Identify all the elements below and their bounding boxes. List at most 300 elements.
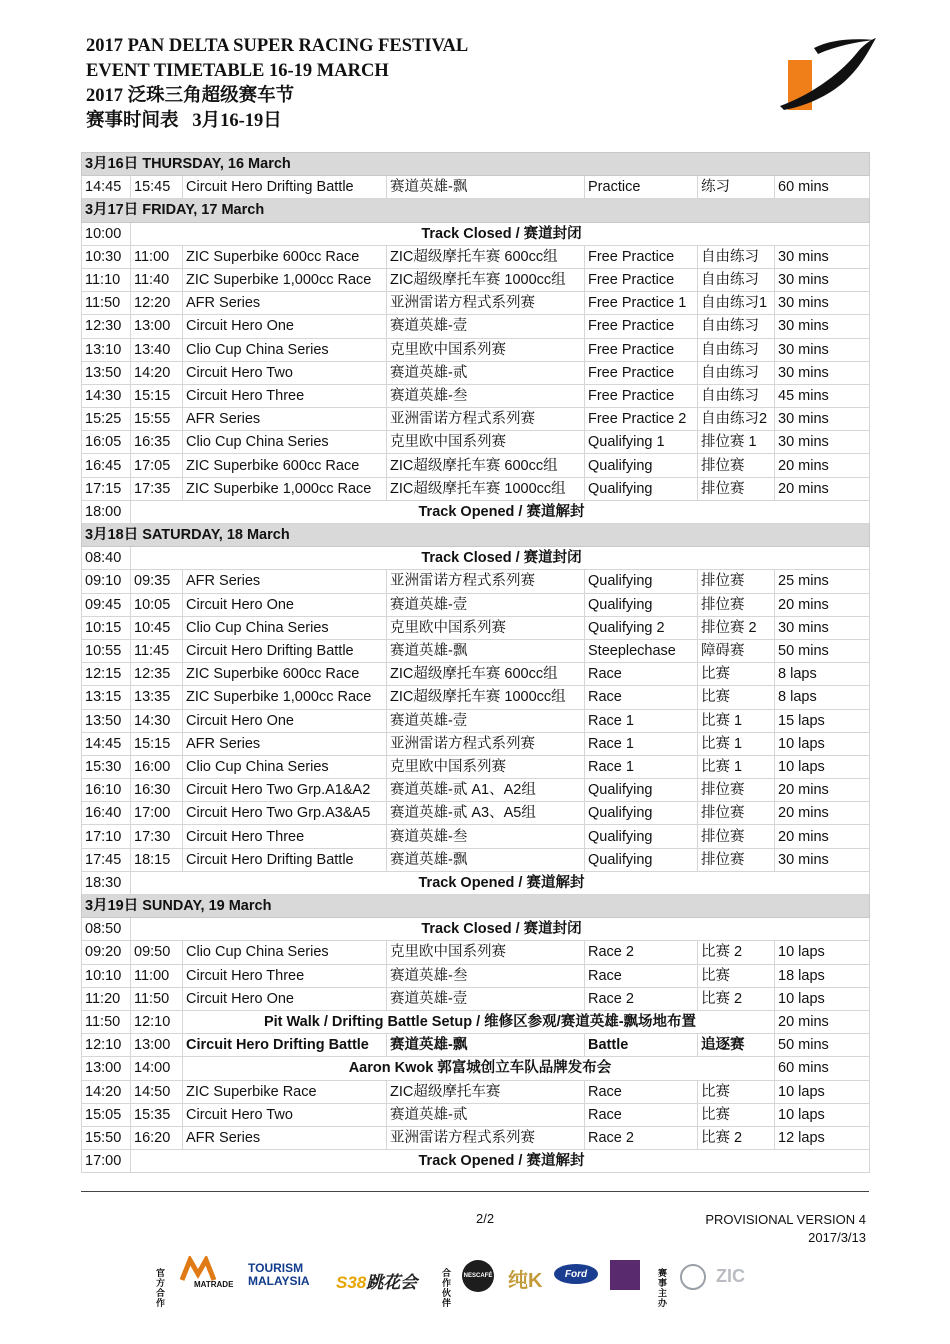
title-en-line2: EVENT TIMETABLE 16-19 MARCH — [86, 61, 389, 81]
schedule-note: Track Closed / 赛道封闭 — [131, 547, 870, 570]
session-cn: 自由练习 — [698, 361, 775, 384]
event-name-cn: 亚洲雷诺方程式系列赛 — [387, 408, 585, 431]
session-cn: 比赛 — [698, 663, 775, 686]
session-en: Practice — [585, 176, 698, 199]
end-time: 13:00 — [131, 315, 183, 338]
start-time: 09:10 — [82, 570, 131, 593]
session-en: Race 1 — [585, 732, 698, 755]
session-en: Race 1 — [585, 755, 698, 778]
end-time: 16:35 — [131, 431, 183, 454]
start-time: 13:15 — [82, 686, 131, 709]
duration: 10 laps — [775, 987, 870, 1010]
schedule-row — [82, 338, 870, 361]
event-name-en: Circuit Hero One — [183, 315, 387, 338]
event-name-en: AFR Series — [183, 1126, 387, 1149]
duration: 30 mins — [775, 245, 870, 268]
session-en: Qualifying — [585, 802, 698, 825]
session-en: Free Practice — [585, 338, 698, 361]
end-time: 11:50 — [131, 987, 183, 1010]
duration: 25 mins — [775, 570, 870, 593]
end-time: 10:45 — [131, 616, 183, 639]
schedule-row — [82, 547, 870, 570]
end-time: 10:05 — [131, 593, 183, 616]
event-name-cn: 赛道英雄-飘 — [387, 639, 585, 662]
day-header-row — [82, 895, 870, 918]
session-en: Free Practice — [585, 315, 698, 338]
schedule-row — [82, 686, 870, 709]
session-cn: 自由练习 — [698, 245, 775, 268]
end-time: 15:45 — [131, 176, 183, 199]
purple-brand-logo — [610, 1260, 640, 1290]
session-cn: 比赛 2 — [698, 987, 775, 1010]
s38-text: S38 — [336, 1273, 367, 1292]
session-cn: 排位赛 — [698, 779, 775, 802]
event-name-cn: 亚洲雷诺方程式系列赛 — [387, 292, 585, 315]
duration: 12 laps — [775, 1126, 870, 1149]
end-time: 16:20 — [131, 1126, 183, 1149]
event-name-en: Circuit Hero One — [183, 709, 387, 732]
end-time: 17:00 — [131, 802, 183, 825]
end-time: 17:35 — [131, 477, 183, 500]
schedule-row — [82, 941, 870, 964]
event-name-en: ZIC Superbike 600cc Race — [183, 454, 387, 477]
session-cn: 自由练习 — [698, 268, 775, 291]
schedule-row — [82, 639, 870, 662]
session-en: Battle — [585, 1034, 698, 1057]
schedule-row — [82, 315, 870, 338]
end-time: 17:30 — [131, 825, 183, 848]
start-time: 13:50 — [82, 709, 131, 732]
start-time: 10:10 — [82, 964, 131, 987]
duration: 20 mins — [775, 593, 870, 616]
duration: 20 mins — [775, 454, 870, 477]
day-header-row — [82, 153, 870, 176]
schedule-row — [82, 732, 870, 755]
duration: 20 mins — [775, 477, 870, 500]
sponsor-strip — [150, 1254, 810, 1308]
schedule-row — [82, 593, 870, 616]
session-cn: 自由练习 — [698, 384, 775, 407]
event-name-en: ZIC Superbike Race — [183, 1080, 387, 1103]
start-time: 14:45 — [82, 732, 131, 755]
event-name-en: Circuit Hero Three — [183, 384, 387, 407]
event-name-en: Circuit Hero Drifting Battle — [183, 639, 387, 662]
schedule-row — [82, 871, 870, 894]
version-label: PROVISIONAL VERSION 4 — [705, 1212, 866, 1227]
schedule-row — [82, 918, 870, 941]
session-en: Free Practice — [585, 245, 698, 268]
start-time: 09:20 — [82, 941, 131, 964]
session-cn: 比赛 2 — [698, 1126, 775, 1149]
session-en: Free Practice — [585, 268, 698, 291]
start-time: 16:10 — [82, 779, 131, 802]
duration: 30 mins — [775, 431, 870, 454]
session-cn: 比赛 — [698, 686, 775, 709]
start-time: 11:10 — [82, 268, 131, 291]
session-cn: 排位赛 — [698, 593, 775, 616]
event-name-cn: 克里欧中国系列赛 — [387, 755, 585, 778]
event-name-cn: 克里欧中国系列赛 — [387, 431, 585, 454]
session-cn: 比赛 2 — [698, 941, 775, 964]
duration: 10 laps — [775, 1080, 870, 1103]
duration: 30 mins — [775, 848, 870, 871]
schedule-row — [82, 292, 870, 315]
event-name-en: Clio Cup China Series — [183, 941, 387, 964]
event-name-cn: ZIC超级摩托车赛 — [387, 1080, 585, 1103]
end-time: 11:40 — [131, 268, 183, 291]
tourism-malaysia-logo: TOURISM MALAYSIA — [248, 1261, 310, 1288]
end-time: 12:10 — [131, 1010, 183, 1033]
event-name-en: Circuit Hero Two — [183, 1103, 387, 1126]
session-cn: 排位赛 — [698, 848, 775, 871]
chun-k-logo: 纯K — [508, 1270, 543, 1292]
matrade-logo: MATRADE — [180, 1256, 240, 1296]
version-date: 2017/3/13 — [808, 1230, 866, 1245]
duration: 30 mins — [775, 361, 870, 384]
duration: 30 mins — [775, 408, 870, 431]
schedule-row — [82, 176, 870, 199]
end-time: 18:15 — [131, 848, 183, 871]
schedule-row — [82, 848, 870, 871]
cooperation-partner-label: 合作伙伴 — [442, 1268, 452, 1308]
duration: 8 laps — [775, 663, 870, 686]
session-cn: 比赛 1 — [698, 732, 775, 755]
start-time: 11:50 — [82, 292, 131, 315]
duration: 50 mins — [775, 1034, 870, 1057]
session-en: Qualifying 1 — [585, 431, 698, 454]
event-name-en: Circuit Hero Three — [183, 825, 387, 848]
schedule-row — [82, 616, 870, 639]
duration: 30 mins — [775, 315, 870, 338]
session-en: Race 2 — [585, 1126, 698, 1149]
event-name-en: Circuit Hero Two Grp.A1&A2 — [183, 779, 387, 802]
event-name-en: ZIC Superbike 600cc Race — [183, 663, 387, 686]
schedule-row — [82, 1010, 870, 1033]
start-time: 18:30 — [82, 871, 131, 894]
end-time: 16:30 — [131, 779, 183, 802]
session-en: Qualifying — [585, 477, 698, 500]
day-title: 3月18日 SATURDAY, 18 March — [82, 524, 870, 547]
end-time: 11:00 — [131, 245, 183, 268]
session-en: Race 2 — [585, 941, 698, 964]
start-time: 17:15 — [82, 477, 131, 500]
duration: 50 mins — [775, 639, 870, 662]
official-partner-label: 官方合作 — [156, 1268, 166, 1308]
event-name-en: Circuit Hero Three — [183, 964, 387, 987]
start-time: 08:50 — [82, 918, 131, 941]
end-time: 09:50 — [131, 941, 183, 964]
day-header-row — [82, 199, 870, 222]
start-time: 18:00 — [82, 500, 131, 523]
start-time: 13:10 — [82, 338, 131, 361]
session-en: Free Practice — [585, 361, 698, 384]
event-name-en: Clio Cup China Series — [183, 616, 387, 639]
event-name-cn: 赛道英雄-飘 — [387, 1034, 585, 1057]
page-number: 2/2 — [476, 1211, 495, 1226]
day-title: 3月16日 THURSDAY, 16 March — [82, 153, 870, 176]
event-name-en: AFR Series — [183, 292, 387, 315]
event-name-cn: 克里欧中国系列赛 — [387, 338, 585, 361]
session-en: Race — [585, 1103, 698, 1126]
start-time: 15:50 — [82, 1126, 131, 1149]
start-time: 08:40 — [82, 547, 131, 570]
session-cn: 障碍赛 — [698, 639, 775, 662]
session-en: Race 1 — [585, 709, 698, 732]
event-logo — [778, 36, 878, 112]
event-name-en: Circuit Hero Drifting Battle — [183, 848, 387, 871]
session-en: Qualifying — [585, 593, 698, 616]
start-time: 10:30 — [82, 245, 131, 268]
session-cn: 练习 — [698, 176, 775, 199]
end-time: 14:50 — [131, 1080, 183, 1103]
duration: 30 mins — [775, 268, 870, 291]
event-name-cn: 赛道英雄-飘 — [387, 176, 585, 199]
session-en: Qualifying — [585, 848, 698, 871]
end-time: 14:00 — [131, 1057, 183, 1080]
start-time: 14:45 — [82, 176, 131, 199]
start-time: 13:50 — [82, 361, 131, 384]
event-name-cn: ZIC超级摩托车赛 600cc组 — [387, 454, 585, 477]
day-header-row — [82, 524, 870, 547]
session-en: Race — [585, 686, 698, 709]
schedule-row — [82, 1150, 870, 1173]
schedule-row — [82, 1034, 870, 1057]
duration: 18 laps — [775, 964, 870, 987]
schedule-row — [82, 408, 870, 431]
duration: 30 mins — [775, 616, 870, 639]
session-cn: 排位赛 1 — [698, 431, 775, 454]
schedule-row — [82, 570, 870, 593]
event-name-cn: 克里欧中国系列赛 — [387, 616, 585, 639]
session-en: Race 2 — [585, 987, 698, 1010]
schedule-row — [82, 268, 870, 291]
session-cn: 排位赛 2 — [698, 616, 775, 639]
duration: 30 mins — [775, 338, 870, 361]
event-name-en: ZIC Superbike 1,000cc Race — [183, 477, 387, 500]
event-name-cn: 赛道英雄-叁 — [387, 384, 585, 407]
duration: 30 mins — [775, 292, 870, 315]
title-cn-line1: 2017 泛珠三角超级赛车节 — [86, 86, 295, 106]
event-name-cn: 赛道英雄-壹 — [387, 593, 585, 616]
schedule-row — [82, 709, 870, 732]
timetable — [81, 152, 870, 1173]
s38-cn-text: 跳花会 — [366, 1273, 418, 1292]
start-time: 16:40 — [82, 802, 131, 825]
event-name-cn: 亚洲雷诺方程式系列赛 — [387, 570, 585, 593]
event-name-cn: ZIC超级摩托车赛 600cc组 — [387, 245, 585, 268]
event-name-cn: 赛道英雄-飘 — [387, 848, 585, 871]
event-name-en: AFR Series — [183, 408, 387, 431]
event-name-en: Clio Cup China Series — [183, 431, 387, 454]
schedule-row — [82, 1103, 870, 1126]
event-name-en: ZIC Superbike 1,000cc Race — [183, 686, 387, 709]
event-name-en: ZIC Superbike 1,000cc Race — [183, 268, 387, 291]
session-cn: 自由练习2 — [698, 408, 775, 431]
event-name-en: Circuit Hero Drifting Battle — [183, 176, 387, 199]
schedule-row — [82, 663, 870, 686]
duration: 8 laps — [775, 686, 870, 709]
event-name-cn: 赛道英雄-贰 A1、A2组 — [387, 779, 585, 802]
event-name-cn: 赛道英雄-叁 — [387, 964, 585, 987]
event-name-en: Circuit Hero One — [183, 593, 387, 616]
session-cn: 比赛 1 — [698, 709, 775, 732]
session-en: Race — [585, 964, 698, 987]
event-name-en: Circuit Hero Two Grp.A3&A5 — [183, 802, 387, 825]
start-time: 10:15 — [82, 616, 131, 639]
start-time: 14:20 — [82, 1080, 131, 1103]
session-cn: 比赛 — [698, 964, 775, 987]
session-en: Qualifying — [585, 454, 698, 477]
session-cn: 自由练习 — [698, 315, 775, 338]
event-name-cn: ZIC超级摩托车赛 1000cc组 — [387, 686, 585, 709]
event-name-en: Clio Cup China Series — [183, 338, 387, 361]
end-time: 15:35 — [131, 1103, 183, 1126]
start-time: 11:50 — [82, 1010, 131, 1033]
schedule-row — [82, 245, 870, 268]
event-name-cn: ZIC超级摩托车赛 600cc组 — [387, 663, 585, 686]
end-time: 15:55 — [131, 408, 183, 431]
event-name-cn: 克里欧中国系列赛 — [387, 941, 585, 964]
end-time: 17:05 — [131, 454, 183, 477]
schedule-row — [82, 1126, 870, 1149]
session-cn: 排位赛 — [698, 477, 775, 500]
start-time: 16:05 — [82, 431, 131, 454]
event-name-cn: 赛道英雄-贰 A3、A5组 — [387, 802, 585, 825]
duration: 20 mins — [775, 802, 870, 825]
event-organizer-label: 赛事主办 — [658, 1268, 668, 1308]
title-cn-line2: 赛事时间表 3月16-19日 — [86, 111, 282, 131]
ford-logo: Ford — [554, 1264, 598, 1284]
duration: 10 laps — [775, 732, 870, 755]
schedule-row — [82, 755, 870, 778]
start-time: 11:20 — [82, 987, 131, 1010]
zic-logo: ZIC — [716, 1266, 745, 1286]
schedule-row — [82, 361, 870, 384]
end-time: 12:20 — [131, 292, 183, 315]
start-time: 15:30 — [82, 755, 131, 778]
session-en: Race — [585, 1080, 698, 1103]
schedule-row — [82, 477, 870, 500]
schedule-row — [82, 1057, 870, 1080]
organizer-emblem-icon — [680, 1264, 706, 1290]
duration: 60 mins — [775, 1057, 870, 1080]
end-time: 13:35 — [131, 686, 183, 709]
day-title: 3月17日 FRIDAY, 17 March — [82, 199, 870, 222]
end-time: 14:30 — [131, 709, 183, 732]
event-name-cn: 赛道英雄-贰 — [387, 1103, 585, 1126]
event-name-cn: 赛道英雄-叁 — [387, 825, 585, 848]
event-name-en: AFR Series — [183, 570, 387, 593]
start-time: 17:00 — [82, 1150, 131, 1173]
event-name-en: ZIC Superbike 600cc Race — [183, 245, 387, 268]
title-en-line1: 2017 PAN DELTA SUPER RACING FESTIVAL — [86, 36, 469, 56]
end-time: 14:20 — [131, 361, 183, 384]
session-cn: 追逐赛 — [698, 1034, 775, 1057]
start-time: 10:00 — [82, 222, 131, 245]
session-cn: 排位赛 — [698, 570, 775, 593]
end-time: 15:15 — [131, 732, 183, 755]
end-time: 13:40 — [131, 338, 183, 361]
start-time: 12:10 — [82, 1034, 131, 1057]
schedule-row — [82, 779, 870, 802]
session-cn: 比赛 — [698, 1080, 775, 1103]
session-en: Free Practice 1 — [585, 292, 698, 315]
document-header — [86, 34, 468, 134]
end-time: 16:00 — [131, 755, 183, 778]
schedule-row — [82, 1080, 870, 1103]
session-cn: 排位赛 — [698, 454, 775, 477]
start-time: 09:45 — [82, 593, 131, 616]
end-time: 15:15 — [131, 384, 183, 407]
event-name-cn: 亚洲雷诺方程式系列赛 — [387, 732, 585, 755]
session-cn: 排位赛 — [698, 825, 775, 848]
duration: 45 mins — [775, 384, 870, 407]
session-en: Qualifying — [585, 779, 698, 802]
duration: 20 mins — [775, 779, 870, 802]
session-en: Qualifying 2 — [585, 616, 698, 639]
session-en: Qualifying — [585, 570, 698, 593]
end-time: 11:45 — [131, 639, 183, 662]
schedule-note: Aaron Kwok 郭富城创立车队品牌发布会 — [183, 1057, 775, 1080]
duration: 60 mins — [775, 176, 870, 199]
schedule-row — [82, 431, 870, 454]
event-name-cn: 赛道英雄-壹 — [387, 709, 585, 732]
schedule-note: Track Opened / 赛道解封 — [131, 871, 870, 894]
duration: 20 mins — [775, 1010, 870, 1033]
session-en: Free Practice 2 — [585, 408, 698, 431]
end-time: 11:00 — [131, 964, 183, 987]
session-cn: 自由练习1 — [698, 292, 775, 315]
schedule-row — [82, 454, 870, 477]
footer-divider — [81, 1191, 869, 1192]
schedule-row — [82, 500, 870, 523]
duration: 15 laps — [775, 709, 870, 732]
start-time: 14:30 — [82, 384, 131, 407]
schedule-row — [82, 222, 870, 245]
schedule-row — [82, 802, 870, 825]
event-name-cn: 赛道英雄-壹 — [387, 987, 585, 1010]
start-time: 17:45 — [82, 848, 131, 871]
event-name-cn: ZIC超级摩托车赛 1000cc组 — [387, 477, 585, 500]
event-name-cn: 赛道英雄-壹 — [387, 315, 585, 338]
session-cn: 比赛 1 — [698, 755, 775, 778]
event-name-en: Circuit Hero One — [183, 987, 387, 1010]
schedule-row — [82, 825, 870, 848]
duration: 10 laps — [775, 941, 870, 964]
duration: 10 laps — [775, 755, 870, 778]
event-name-en: AFR Series — [183, 732, 387, 755]
day-title: 3月19日 SUNDAY, 19 March — [82, 895, 870, 918]
event-name-cn: 亚洲雷诺方程式系列赛 — [387, 1126, 585, 1149]
schedule-note: Track Closed / 赛道封闭 — [131, 918, 870, 941]
nescafe-logo: NESCAFÉ — [462, 1260, 494, 1292]
duration: 20 mins — [775, 825, 870, 848]
schedule-row — [82, 384, 870, 407]
event-name-en: Circuit Hero Two — [183, 361, 387, 384]
schedule-note: Track Closed / 赛道封闭 — [131, 222, 870, 245]
start-time: 13:00 — [82, 1057, 131, 1080]
session-en: Steeplechase — [585, 639, 698, 662]
session-cn: 比赛 — [698, 1103, 775, 1126]
start-time: 16:45 — [82, 454, 131, 477]
start-time: 10:55 — [82, 639, 131, 662]
session-cn: 排位赛 — [698, 802, 775, 825]
schedule-row — [82, 964, 870, 987]
start-time: 15:05 — [82, 1103, 131, 1126]
end-time: 13:00 — [131, 1034, 183, 1057]
event-name-cn: 赛道英雄-贰 — [387, 361, 585, 384]
schedule-note: Track Opened / 赛道解封 — [131, 500, 870, 523]
